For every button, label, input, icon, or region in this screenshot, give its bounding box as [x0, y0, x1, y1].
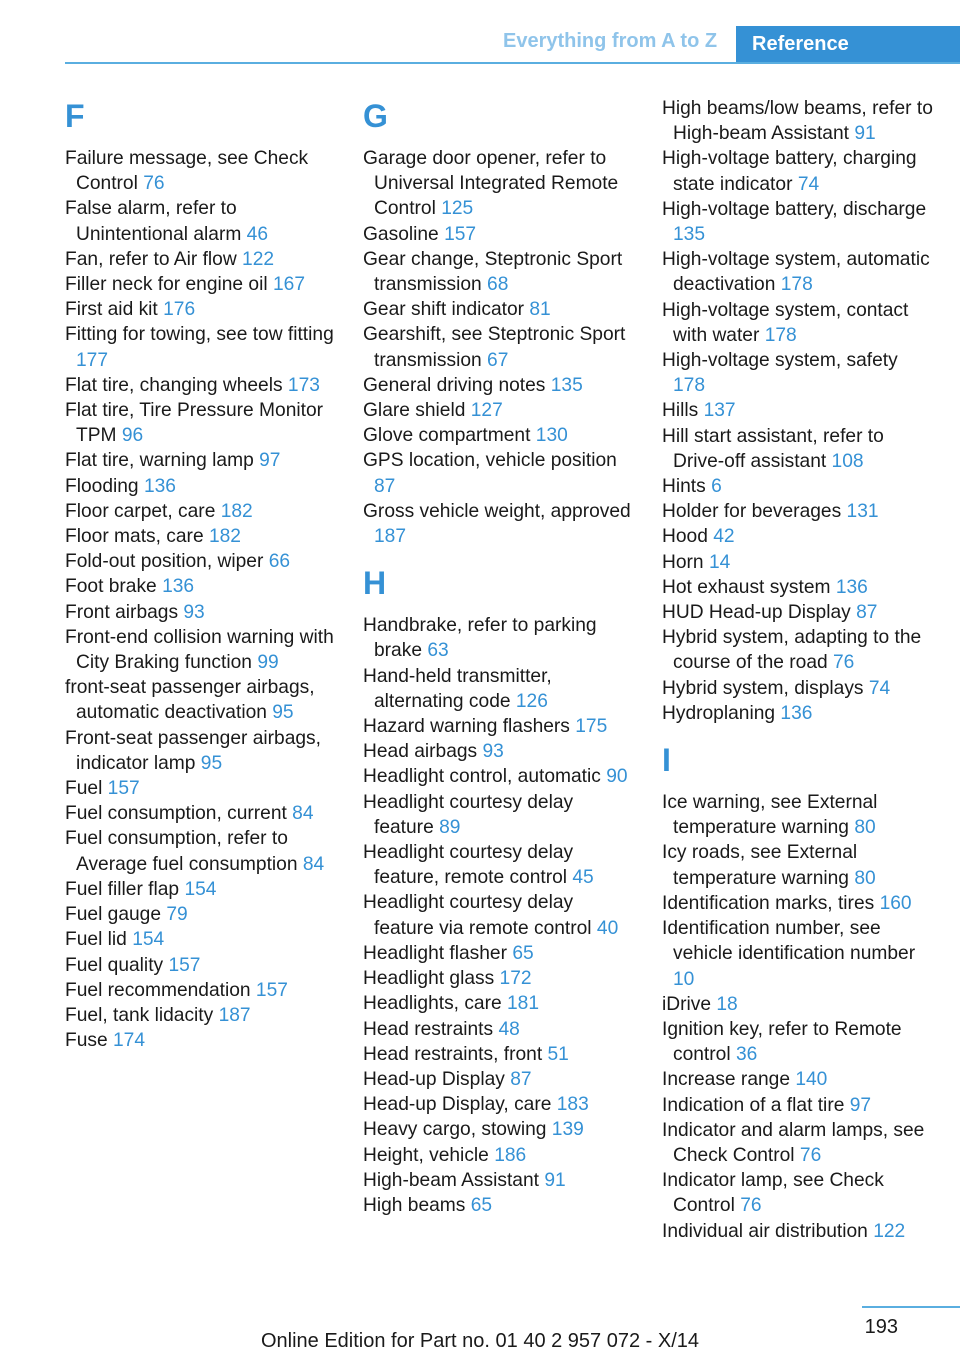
index-page-link[interactable]: 65: [470, 1194, 493, 1216]
index-page-link[interactable]: 68: [487, 274, 509, 296]
index-page-link[interactable]: 89: [439, 816, 461, 838]
index-entry: [662, 348, 934, 398]
index-entry: [363, 1168, 635, 1193]
index-entry: [363, 790, 635, 840]
index-entry: [662, 298, 934, 348]
index-entry: [662, 1219, 934, 1244]
index-page-link[interactable]: 130: [535, 425, 568, 447]
section-title[interactable]: Everything from A to Z: [503, 30, 718, 52]
index-page-link[interactable]: 18: [716, 993, 738, 1015]
index-column-2: [363, 96, 635, 1218]
index-page-link[interactable]: 91: [854, 123, 876, 145]
index-page-link[interactable]: 160: [879, 892, 912, 914]
index-entry-text: Fold-out position, wiper: [65, 551, 264, 573]
index-page-link[interactable]: 80: [854, 817, 876, 839]
index-entry: [662, 197, 934, 247]
index-group: [65, 96, 337, 1053]
index-page-link[interactable]: 67: [487, 349, 509, 371]
index-entry: [65, 499, 337, 524]
index-page-link[interactable]: 93: [183, 601, 205, 623]
index-page-link[interactable]: 96: [121, 425, 144, 447]
index-entry: [662, 424, 934, 474]
index-page-link[interactable]: 178: [673, 375, 706, 397]
chapter-tab[interactable]: Reference: [736, 26, 960, 62]
index-page-link[interactable]: 84: [292, 803, 314, 825]
index-page-link[interactable]: 122: [242, 248, 275, 270]
index-page-link[interactable]: 125: [441, 198, 474, 220]
index-group: [662, 96, 934, 726]
index-entry-text: Headlight courtesy delay feature via remote control: [363, 892, 592, 939]
index-entry-text: Gear shift indicator: [363, 299, 525, 321]
index-entry-text: Glare shield: [363, 400, 466, 422]
index-page-link[interactable]: 136: [143, 475, 176, 497]
index-page-link[interactable]: 122: [873, 1220, 906, 1242]
index-entry-text: Hood: [662, 526, 708, 548]
index-entry-text: Fuel quality: [65, 954, 164, 976]
index-entry-text: front-seat passenger airbags, automatic deactivation: [65, 677, 315, 724]
index-entry: [363, 1193, 635, 1218]
index-page-link[interactable]: 131: [846, 501, 879, 523]
index-entry: [65, 600, 337, 625]
index-page-link[interactable]: 136: [780, 702, 813, 724]
index-entry: [65, 297, 337, 322]
index-page-link[interactable]: 84: [302, 853, 325, 875]
index-entry: [662, 1168, 934, 1218]
index-entry: [65, 927, 337, 952]
index-entry-text: Flat tire, warning lamp: [65, 450, 254, 472]
index-entry-text: Gearshift, see Steptronic Sport transmission: [363, 324, 626, 371]
index-page-link[interactable]: 76: [833, 652, 855, 674]
index-page-link[interactable]: 48: [498, 1018, 520, 1040]
index-page-link[interactable]: 10: [673, 968, 695, 990]
index-page-link[interactable]: 99: [257, 652, 279, 674]
index-entry-text: GPS location, vehicle position: [363, 450, 617, 472]
index-entry: [662, 992, 934, 1017]
index-entry: [662, 840, 934, 890]
index-column-3: [662, 96, 934, 1244]
index-entry-text: Height, vehicle: [363, 1144, 489, 1166]
index-entry-text: Headlight courtesy delay feature: [363, 791, 574, 838]
index-page-link[interactable]: 157: [107, 778, 140, 800]
index-page-link[interactable]: 177: [76, 349, 109, 371]
index-entry: [363, 966, 635, 991]
index-entry-text: Fitting for towing, see tow fitting: [65, 324, 334, 346]
index-page-link[interactable]: 76: [799, 1144, 822, 1166]
index-entry: [65, 373, 337, 398]
index-entry-text: General driving notes: [363, 374, 546, 396]
index-entry: [363, 613, 635, 663]
index-entry-text: Front-seat passenger airbags, indicator lamp: [65, 727, 321, 774]
index-page-link[interactable]: 139: [551, 1119, 584, 1141]
index-entry-text: Horn: [662, 551, 704, 573]
index-entry: [65, 146, 337, 196]
index-entry: [363, 1042, 635, 1067]
index-entry-text: Heavy cargo, stowing: [363, 1119, 547, 1141]
footer-rule: [862, 1306, 960, 1308]
index-entry-text: Head airbags: [363, 741, 478, 763]
index-entry-text: Icy roads, see External temperature warning: [662, 842, 858, 889]
index-entry: [363, 1092, 635, 1117]
index-entry-text: Front-end collision warning with City Braking function: [65, 626, 334, 674]
index-entry-text: Floor mats, care: [65, 526, 204, 548]
index-page-link[interactable]: 187: [218, 1004, 251, 1026]
index-page-link[interactable]: 186: [494, 1144, 527, 1166]
index-entry: [65, 625, 337, 675]
index-page-link[interactable]: 173: [287, 374, 320, 396]
index-page-link[interactable]: 80: [854, 867, 876, 889]
index-entry-text: High-voltage system, automatic deactivation: [662, 249, 930, 296]
index-entry: [65, 1003, 337, 1028]
index-entry: [363, 247, 635, 297]
index-group: [363, 563, 635, 1218]
index-page-link[interactable]: 66: [268, 551, 291, 573]
index-entry: [363, 499, 635, 549]
index-entry: [65, 726, 337, 776]
index-entry: [662, 891, 934, 916]
index-entry-text: Indicator lamp, see Check Control: [662, 1170, 884, 1217]
index-entry: [65, 978, 337, 1003]
index-entry: [662, 625, 934, 675]
index-entry: [662, 524, 934, 549]
index-entry-text: Head restraints, front: [363, 1043, 543, 1065]
index-entry-text: Filler neck for engine oil: [65, 274, 268, 296]
index-page-link[interactable]: 36: [735, 1044, 758, 1066]
index-entry-text: Hybrid system, adapting to the course of the road: [662, 627, 922, 674]
index-entry-text: Flat tire, Tire Pressure Monitor TPM: [65, 400, 324, 447]
index-page-link[interactable]: 51: [547, 1043, 569, 1065]
index-entry: [662, 398, 934, 423]
index-entry-text: High-voltage system, safety: [662, 350, 898, 372]
index-page-link[interactable]: 178: [764, 324, 797, 346]
index-entry: [363, 714, 635, 739]
index-entry-text: High beams/low beams, refer to High-beam Assistant: [662, 98, 933, 145]
index-entry-text: HUD Head-up Display: [662, 602, 851, 624]
index-entry-text: High-voltage system, contact with water: [662, 299, 909, 346]
index-page-link[interactable]: 135: [550, 374, 583, 396]
index-entry: [363, 1117, 635, 1142]
index-entry: [662, 600, 934, 625]
index-letter-heading: I: [662, 742, 671, 779]
index-page-link[interactable]: 93: [482, 741, 504, 763]
index-entry: [363, 373, 635, 398]
index-entry-text: Indication of a flat tire: [662, 1094, 845, 1116]
index-entry: [363, 1017, 635, 1042]
index-entry: [65, 826, 337, 876]
index-entry-text: Fuse: [65, 1030, 108, 1052]
index-entry-text: iDrive: [662, 993, 712, 1015]
index-entry: [65, 1028, 337, 1053]
index-entry: [363, 1067, 635, 1092]
index-entry: [662, 916, 934, 992]
index-page-link[interactable]: 46: [246, 223, 269, 245]
index-entry: [65, 675, 337, 725]
index-page-link[interactable]: 154: [132, 929, 165, 951]
index-entry-text: Headlight courtesy delay feature, remote control: [363, 842, 574, 889]
index-entry-text: Hot exhaust system: [662, 576, 831, 598]
index-entry: [363, 941, 635, 966]
index-entry-text: Garage door opener, refer to Universal Integrated Remote Control: [363, 148, 619, 220]
index-entry: [363, 840, 635, 890]
index-page-link[interactable]: 6: [711, 476, 722, 498]
index-entry-text: Indicator and alarm lamps, see Check Control: [662, 1119, 925, 1166]
index-entry: [65, 776, 337, 801]
index-entry-text: Ice warning, see External temperature warning: [662, 792, 878, 839]
index-entry: [65, 247, 337, 272]
index-entry-text: Fan, refer to Air flow: [65, 248, 237, 270]
index-entry: [662, 1017, 934, 1067]
index-page-link[interactable]: 183: [556, 1094, 589, 1116]
index-entry-text: Gasoline: [363, 223, 439, 245]
index-entry: [65, 902, 337, 927]
index-page-link[interactable]: 187: [374, 526, 407, 548]
edition-note: Online Edition for Part no. 01 40 2 957 072 - X/14: [260, 1330, 700, 1352]
index-entry-text: Fuel: [65, 778, 103, 800]
index-page-link[interactable]: 74: [868, 677, 891, 699]
index-entry: [662, 575, 934, 600]
index-group: [363, 96, 635, 549]
index-entry: [363, 739, 635, 764]
index-page-link[interactable]: 97: [259, 450, 281, 472]
index-page-link[interactable]: 97: [849, 1094, 872, 1116]
index-entry-text: Hydroplaning: [662, 702, 776, 724]
index-entry: [662, 1093, 934, 1118]
index-entry: [363, 890, 635, 940]
index-entry: [662, 474, 934, 499]
index-page-link[interactable]: 90: [606, 766, 628, 788]
index-entry-text: Fuel consumption, refer to Average fuel consumption: [65, 828, 298, 875]
index-entry-text: Hill start assistant, refer to Drive-off assistant: [662, 425, 884, 472]
index-entry: [363, 991, 635, 1016]
index-page-link[interactable]: 182: [220, 500, 253, 522]
index-page-link[interactable]: 126: [515, 690, 548, 712]
index-group: [662, 740, 934, 1244]
index-entry-text: Headlight glass: [363, 968, 495, 990]
index-entry: [662, 96, 934, 146]
index-page-link[interactable]: 167: [272, 274, 305, 296]
index-page-link[interactable]: 178: [780, 274, 813, 296]
index-entry-text: Foot brake: [65, 576, 157, 598]
index-entry: [363, 664, 635, 714]
page-number: 193: [864, 1316, 898, 1338]
index-entry-text: Hints: [662, 476, 706, 498]
index-page-link[interactable]: 95: [200, 752, 223, 774]
index-entry: [662, 146, 934, 196]
index-entry: [65, 801, 337, 826]
index-page-link[interactable]: 157: [168, 954, 201, 976]
index-entry: [363, 423, 635, 448]
index-entry: [65, 322, 337, 372]
index-page-link[interactable]: 127: [470, 400, 503, 422]
index-page-link[interactable]: 135: [673, 224, 706, 246]
index-page-link[interactable]: 174: [113, 1030, 146, 1052]
index-page-link[interactable]: 95: [272, 702, 294, 724]
index-entry-text: Hybrid system, displays: [662, 677, 864, 699]
index-entry: [65, 877, 337, 902]
index-entry-text: Holder for beverages: [662, 501, 842, 523]
index-entry-text: Front airbags: [65, 601, 179, 623]
index-entry-text: Hills: [662, 400, 699, 422]
index-page-link[interactable]: 40: [596, 917, 619, 939]
index-entry-text: Hand-held transmitter, alternating code: [363, 665, 552, 712]
index-entry-text: Flat tire, changing wheels: [65, 374, 283, 396]
index-page-link[interactable]: 157: [255, 979, 288, 1001]
index-entry-text: Fuel gauge: [65, 904, 162, 926]
index-entry-text: Head-up Display: [363, 1068, 505, 1090]
index-page-link[interactable]: 91: [544, 1169, 566, 1191]
index-entry: [65, 272, 337, 297]
index-entry-text: First aid kit: [65, 299, 158, 321]
index-entry-text: Head-up Display, care: [363, 1094, 552, 1116]
index-entry-text: Gross vehicle weight, approved: [363, 500, 631, 522]
index-entry-text: Glove compartment: [363, 425, 531, 447]
index-entry-text: Gear change, Steptronic Sport transmission: [363, 248, 623, 296]
index-entry: [65, 574, 337, 599]
index-entry-text: Ignition key, refer to Remote control: [662, 1018, 902, 1066]
index-entry-text: Identification number, see vehicle identification number: [662, 918, 916, 965]
index-entry-text: Headlight control, automatic: [363, 766, 601, 788]
index-letter-heading: H: [363, 565, 387, 602]
index-entry: [662, 499, 934, 524]
index-page-link[interactable]: 87: [510, 1068, 532, 1090]
index-entry-text: Flooding: [65, 475, 139, 497]
index-entry-text: High-beam Assistant: [363, 1169, 539, 1191]
index-entry: [363, 448, 635, 498]
index-entry: [662, 1067, 934, 1092]
index-entry: [363, 764, 635, 789]
index-page-link[interactable]: 81: [529, 299, 551, 321]
index-entry-text: Individual air distribution: [662, 1220, 868, 1242]
index-entry: [662, 1118, 934, 1168]
index-entry: [363, 297, 635, 322]
index-entry-text: Floor carpet, care: [65, 500, 216, 522]
index-page-link[interactable]: 14: [708, 551, 731, 573]
index-entry-text: High-voltage battery, charging state indicator: [662, 148, 917, 195]
index-entry-text: Head restraints: [363, 1018, 494, 1040]
index-entry: [662, 676, 934, 701]
index-page-link[interactable]: 175: [575, 716, 608, 738]
index-entry: [65, 953, 337, 978]
index-entry-text: High beams: [363, 1194, 466, 1216]
index-page-link[interactable]: 87: [856, 602, 878, 624]
index-entry-text: Increase range: [662, 1069, 790, 1091]
index-page-link[interactable]: 176: [163, 299, 196, 321]
index-page-link[interactable]: 76: [143, 173, 165, 195]
index-page-link[interactable]: 42: [713, 526, 735, 548]
index-entry-text: Fuel recommendation: [65, 979, 251, 1001]
index-entry: [363, 322, 635, 372]
index-page-link[interactable]: 137: [703, 400, 736, 422]
index-entry-text: Headlight flasher: [363, 942, 507, 964]
index-entry: [363, 146, 635, 222]
index-column-1: [65, 96, 337, 1053]
index-entry: [65, 549, 337, 574]
index-page-link[interactable]: 172: [499, 968, 532, 990]
index-entry: [363, 398, 635, 423]
index-entry-text: False alarm, refer to Unintentional alarm: [65, 198, 242, 245]
index-entry: [65, 524, 337, 549]
index-page-link[interactable]: 136: [162, 576, 195, 598]
index-page-link[interactable]: 136: [835, 576, 868, 598]
index-entry: [662, 701, 934, 726]
index-entry: [662, 247, 934, 297]
index-page-link[interactable]: 63: [427, 640, 449, 662]
index-entry-text: High-voltage battery, discharge: [662, 198, 927, 220]
index-entry-text: Fuel filler flap: [65, 878, 180, 900]
index-entry: [65, 448, 337, 473]
index-page-link[interactable]: 76: [740, 1195, 762, 1217]
index-entry: [363, 222, 635, 247]
index-page-link[interactable]: 154: [184, 878, 217, 900]
index-entry-text: Failure message, see Check Control: [65, 148, 309, 195]
index-entry-text: Fuel consumption, current: [65, 803, 287, 825]
index-page-link[interactable]: 181: [507, 993, 540, 1015]
index-page-link[interactable]: 79: [166, 904, 188, 926]
index-entry-text: Headlights, care: [363, 993, 502, 1015]
index-entry: [662, 550, 934, 575]
index-entry-text: Fuel lid: [65, 929, 127, 951]
index-entry: [65, 196, 337, 246]
index-page-link[interactable]: 74: [797, 173, 820, 195]
index-entry: [363, 1143, 635, 1168]
index-page-link[interactable]: 45: [572, 867, 594, 889]
index-page-link[interactable]: 87: [374, 475, 396, 497]
index-letter-heading: G: [363, 98, 388, 134]
index-entry-text: Identification marks, tires: [662, 892, 875, 914]
index-page-link[interactable]: 140: [795, 1069, 828, 1091]
index-page-link[interactable]: 108: [831, 450, 864, 472]
index-entry-text: Hazard warning flashers: [363, 716, 570, 738]
index-entry: [662, 790, 934, 840]
index-letter-heading: F: [65, 98, 85, 134]
index-page-link[interactable]: 157: [444, 223, 477, 245]
index-entry: [65, 474, 337, 499]
index-entry-text: Handbrake, refer to parking brake: [363, 615, 597, 662]
index-entry: [65, 398, 337, 448]
index-page-link[interactable]: 65: [512, 942, 534, 964]
index-page-link[interactable]: 182: [208, 526, 241, 548]
index-entry-text: Fuel, tank lidacity: [65, 1004, 214, 1026]
